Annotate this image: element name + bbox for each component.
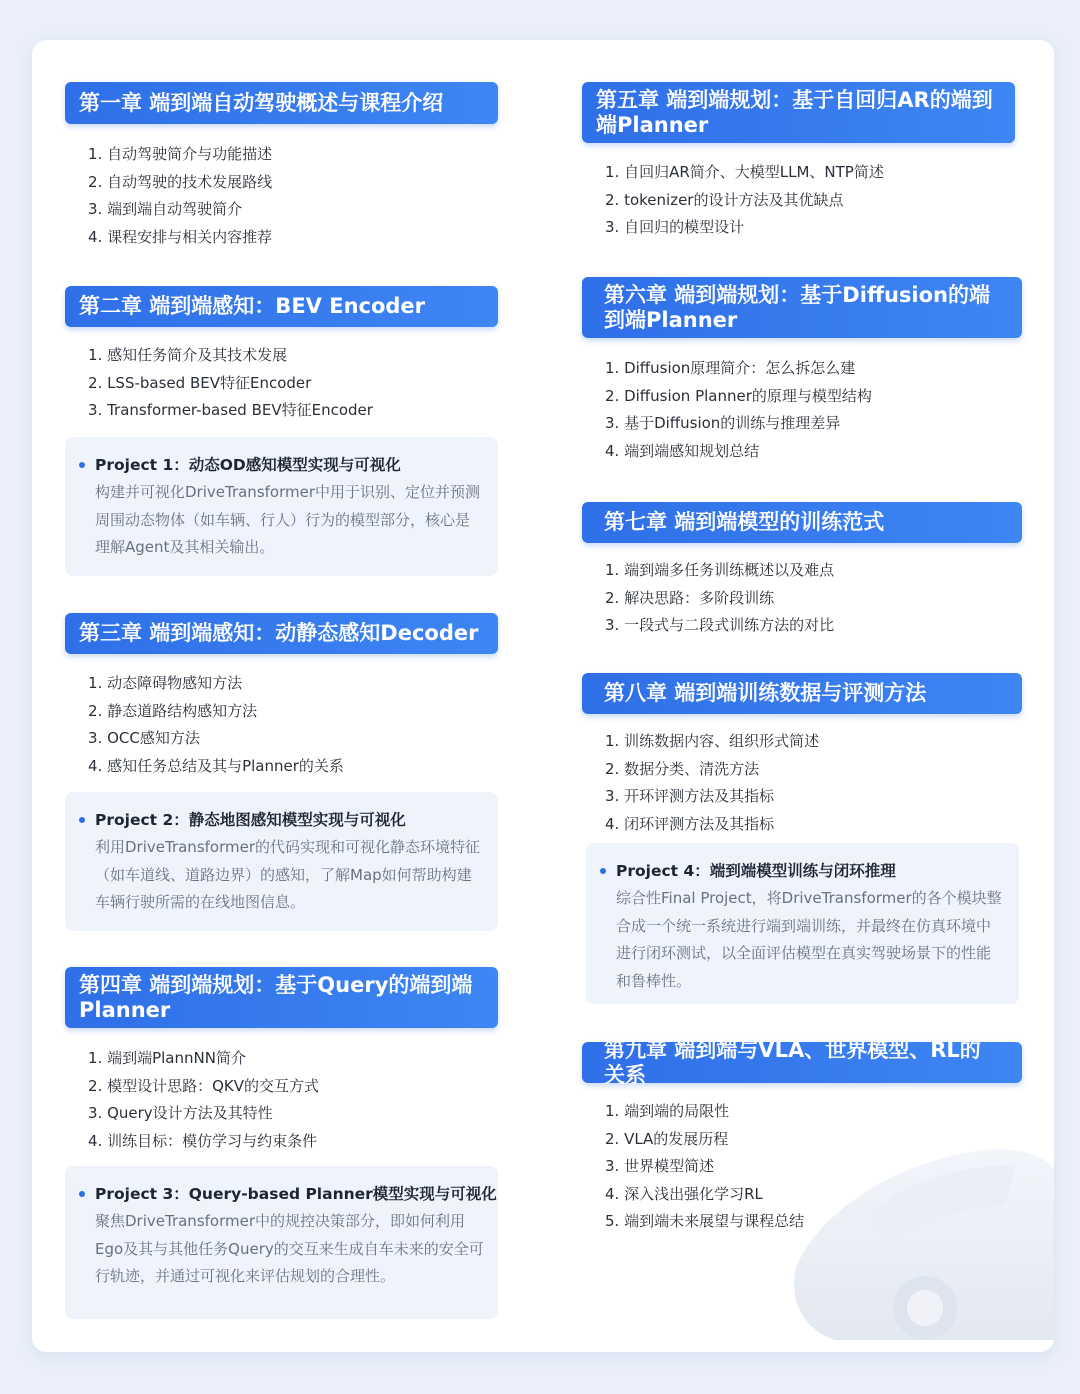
- list-item: 3. 基于Diffusion的训练与推理差异: [605, 414, 841, 432]
- chapter-title: 第三章 端到端感知：动静态感知Decoder: [65, 613, 498, 654]
- project-title: Project 4：端到端模型训练与闭环推理: [600, 857, 1005, 885]
- chapter-7: [582, 502, 1022, 640]
- chapter-9: [582, 1037, 1022, 1236]
- chapter-title: 第二章 端到端感知：BEV Encoder: [65, 286, 498, 327]
- project-title: Project 1：动态OD感知模型实现与可视化: [79, 451, 484, 479]
- chapter-title: 第九章 端到端与VLA、世界模型、RL的关系: [582, 1042, 1022, 1083]
- list-item: 2. 静态道路结构感知方法: [88, 701, 258, 720]
- list-item: 3. Transformer-based BEV特征Encoder: [88, 401, 373, 419]
- list-item: 4. 训练目标：模仿学习与约束条件: [88, 1131, 318, 1150]
- chapter-4: [65, 967, 498, 1155]
- list-item: 1. 自动驾驶简介与功能描述: [88, 145, 273, 163]
- list-item: 5. 端到端未来展望与课程总结: [605, 1212, 805, 1230]
- chapter-title: 第四章 端到端规划：基于Query的端到端Planner: [65, 967, 498, 1028]
- list-item: 4. 闭环评测方法及其指标: [605, 814, 775, 833]
- bullet-icon: [600, 868, 606, 874]
- project-2-box: [65, 792, 498, 931]
- chapter-title: 第八章 端到端训练数据与评测方法: [582, 673, 1022, 714]
- list-item: 2. 数据分类、清洗方法: [605, 759, 760, 778]
- list-item: 2. tokenizer的设计方法及其优缺点: [605, 190, 844, 209]
- list-item: 3. 世界模型简述: [605, 1157, 715, 1175]
- chapter-title: 第五章 端到端规划：基于自回归AR的端到端Planner: [582, 82, 1015, 143]
- list-item: 3. 一段式与二段式训练方法的对比: [605, 616, 835, 634]
- project-1-box: [65, 437, 498, 576]
- list-item: 2. VLA的发展历程: [605, 1129, 729, 1148]
- list-item: 3. OCC感知方法: [88, 729, 200, 747]
- list-item: 3. 自回归的模型设计: [605, 218, 745, 236]
- project-4-box: [586, 843, 1019, 1004]
- chapter-8: [582, 673, 1022, 838]
- chapter-5: [582, 82, 1015, 242]
- list-item: 4. 课程安排与相关内容推荐: [88, 227, 273, 246]
- list-item: 4. 感知任务总结及其与Planner的关系: [88, 756, 344, 775]
- list-item: 3. 端到端自动驾驶简介: [88, 200, 243, 218]
- list-item: 2. Diffusion Planner的原理与模型结构: [605, 386, 872, 405]
- list-item: 1. 动态障碍物感知方法: [88, 674, 243, 692]
- list-item: 1. 端到端的局限性: [605, 1102, 730, 1120]
- chapter-3: [65, 613, 498, 780]
- list-item: 3. Query设计方法及其特性: [88, 1104, 273, 1122]
- project-description: 聚焦DriveTransformer中的规控决策部分，即如何利用Ego及其与其他任务Query的交互来生成自车未来的安全可行轨迹，并通过可视化来评估规划的合理性。: [95, 1212, 484, 1285]
- project-description: 利用DriveTransformer的代码实现和可视化静态环境特征（如车道线、道路边界）的感知，了解Map如何帮助构建车辆行驶所需的在线地图信息。: [95, 838, 480, 911]
- chapter-title: 第一章 端到端自动驾驶概述与课程介绍: [65, 82, 498, 124]
- project-3-box: [65, 1166, 498, 1319]
- list-item: 3. 开环评测方法及其指标: [605, 787, 775, 805]
- chapter-title: 第七章 端到端模型的训练范式: [582, 502, 1022, 543]
- list-item: 2. LSS-based BEV特征Encoder: [88, 373, 312, 392]
- list-item: 4. 端到端感知规划总结: [605, 441, 760, 460]
- list-item: 2. 模型设计思路：QKV的交互方式: [88, 1076, 319, 1095]
- bullet-icon: [79, 817, 85, 823]
- project-title: Project 3：Query-based Planner模型实现与可视化: [79, 1180, 484, 1208]
- list-item: 1. 端到端PlannNN简介: [88, 1049, 246, 1067]
- project-description: 综合性Final Project，将DriveTransformer的各个模块整合成一个统一系统进行端到端训练，并最终在仿真环境中进行闭环测试，以全面评估模型在真实驾驶场景下的性能和鲁棒性。: [616, 889, 1002, 990]
- list-item: 1. 端到端多任务训练概述以及难点: [605, 561, 835, 579]
- project-title: Project 2：静态地图感知模型实现与可视化: [79, 806, 484, 834]
- list-item: 1. 训练数据内容、组织形式简述: [605, 732, 820, 750]
- chapter-title: 第六章 端到端规划：基于Diffusion的端到端Planner: [582, 277, 1022, 338]
- list-item: 1. 感知任务简介及其技术发展: [88, 346, 288, 364]
- project-description: 构建并可视化DriveTransformer中用于识别、定位并预测周围动态物体（如车辆、行人）行为的模型部分，核心是理解Agent及其相关输出。: [95, 483, 480, 556]
- chapter-2: [65, 286, 498, 425]
- list-item: 2. 解决思路：多阶段训练: [605, 588, 775, 607]
- list-item: 1. 自回归AR简介、大模型LLM、NTP简述: [605, 163, 884, 181]
- list-item: 1. Diffusion原理简介：怎么拆怎么建: [605, 359, 856, 377]
- list-item: 4. 深入浅出强化学习RL: [605, 1184, 763, 1203]
- chapter-6: [582, 277, 1022, 465]
- bullet-icon: [79, 1191, 85, 1197]
- bullet-icon: [79, 462, 85, 468]
- list-item: 2. 自动驾驶的技术发展路线: [88, 172, 273, 191]
- chapter-1: [65, 82, 498, 251]
